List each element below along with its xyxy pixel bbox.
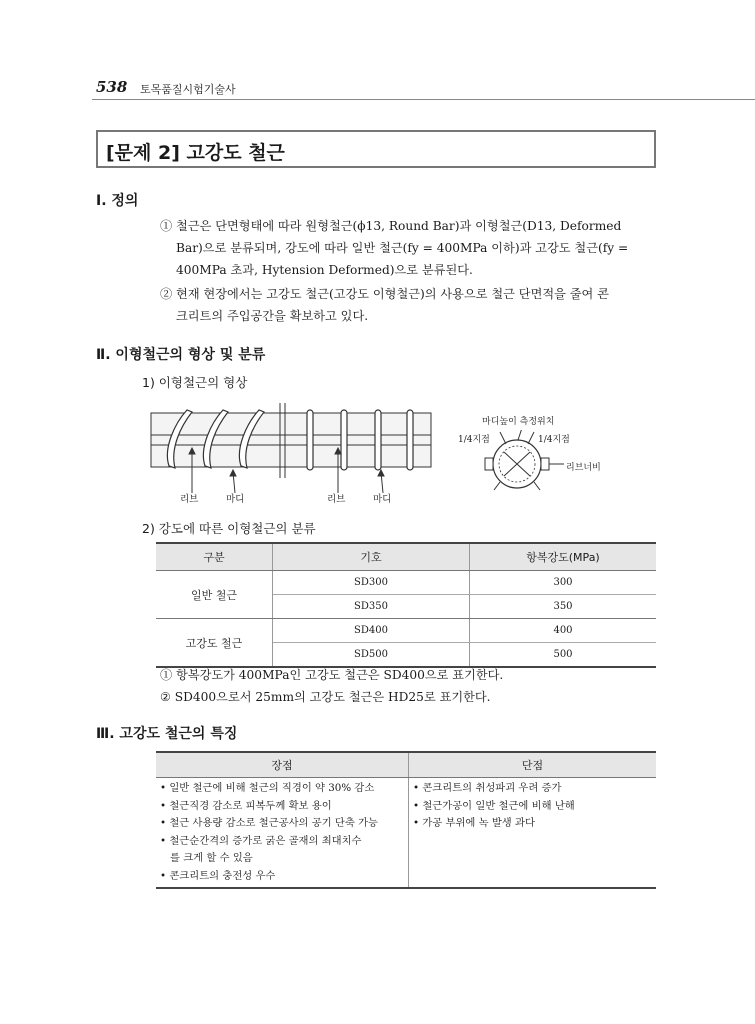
text-line: Bar)으로 분류되며, 강도에 따라 일반 철근(fy = 400MPa 이하)과 고강도 철근(fy =	[176, 241, 629, 255]
section-2-heading: Ⅱ. 이형철근의 형상 및 분류	[96, 347, 266, 363]
table-row	[156, 778, 656, 889]
symbol-cell: SD300	[273, 571, 470, 595]
table-row	[156, 571, 656, 595]
symbol-cell: SD500	[273, 643, 470, 668]
list-item: • 콘크리트의 충전성 우수	[160, 868, 405, 886]
table-header-row	[156, 543, 656, 571]
list-item: • 철근순간격의 증가로 굵은 골재의 최대치수	[160, 833, 405, 851]
text-line: ① 철근은 단면형태에 따라 원형철근(ϕ13, Round Bar)과 이형철근(D13, Deformed	[160, 219, 622, 233]
list-item-continuation: 를 크게 할 수 있음	[170, 852, 253, 864]
label-quarter-point-left: 1/4지점	[458, 435, 490, 445]
list-item: • 가공 부위에 녹 발생 과다	[413, 815, 653, 833]
column-header: 항복강도(MPa)	[470, 543, 657, 571]
category-cell: 일반 철근	[156, 571, 273, 619]
strength-cell: 350	[470, 595, 657, 619]
list-item: • 철근가공이 일반 철근에 비해 난해	[413, 798, 653, 816]
features-table	[156, 751, 656, 889]
label-lug-2: 마디	[373, 494, 392, 505]
symbol-cell: SD350	[273, 595, 470, 619]
category-cell: 고강도 철근	[156, 619, 273, 668]
section-3-heading: Ⅲ. 고강도 철근의 특징	[96, 726, 238, 742]
page-number: 538	[96, 78, 128, 96]
strength-cell: 400	[470, 619, 657, 643]
subsection-classification: 2) 강도에 따른 이형철근의 분류	[142, 521, 316, 536]
label-rib-1: 리브	[180, 494, 199, 505]
label-lug-1: 마디	[226, 494, 245, 505]
table-header-row	[156, 752, 656, 778]
list-item: • 철근 사용량 감소로 철근공사의 공기 단축 가능	[160, 815, 405, 833]
list-item: • 콘크리트의 취성파괴 우려 증가	[413, 780, 653, 798]
symbol-cell: SD400	[273, 619, 470, 643]
section-1-heading: Ⅰ. 정의	[96, 193, 139, 209]
strength-cell: 500	[470, 643, 657, 668]
definition-paragraph-2	[160, 283, 609, 327]
column-header-cons: 단점	[409, 752, 657, 778]
rebar-grade-table	[156, 542, 656, 668]
label-rib-width: 리브너비	[566, 463, 601, 473]
list-item: • 일반 철근에 비해 철근의 직경이 약 30% 감소	[160, 780, 405, 798]
column-header: 기호	[273, 543, 470, 571]
header-rule	[92, 99, 755, 100]
label-lug-height-position: 마디높이 측정위치	[482, 417, 555, 427]
text-line: ② 현재 현장에서는 고강도 철근(고강도 이형철근)의 사용으로 철근 단면적을 줄여 콘	[160, 287, 609, 301]
definition-paragraph-1	[160, 215, 628, 281]
label-rib-2: 리브	[327, 494, 346, 505]
column-header-pros: 장점	[156, 752, 409, 778]
table-row	[156, 619, 656, 643]
cons-cell	[409, 778, 657, 889]
strength-cell: 300	[470, 571, 657, 595]
note-2: ② SD400으로서 25mm의 고강도 철근은 HD25로 표기한다.	[160, 690, 491, 704]
text-line: 400MPa 초과, Hytension Deformed)으로 분류된다.	[176, 263, 473, 277]
subsection-shape: 1) 이형철근의 형상	[142, 375, 248, 390]
pros-cell	[156, 778, 409, 889]
note-1: ① 항복강도가 400MPa인 고강도 철근은 SD400으로 표기한다.	[160, 668, 504, 682]
column-header: 구분	[156, 543, 273, 571]
problem-title: [문제 2] 고강도 철근	[106, 142, 285, 164]
text-line: 크리트의 주입공간을 확보하고 있다.	[176, 309, 369, 323]
book-title: 토목품질시험기술사	[140, 83, 236, 96]
label-quarter-point-right: 1/4지점	[538, 435, 570, 445]
list-item: • 철근직경 감소로 피복두께 확보 용이	[160, 798, 405, 816]
